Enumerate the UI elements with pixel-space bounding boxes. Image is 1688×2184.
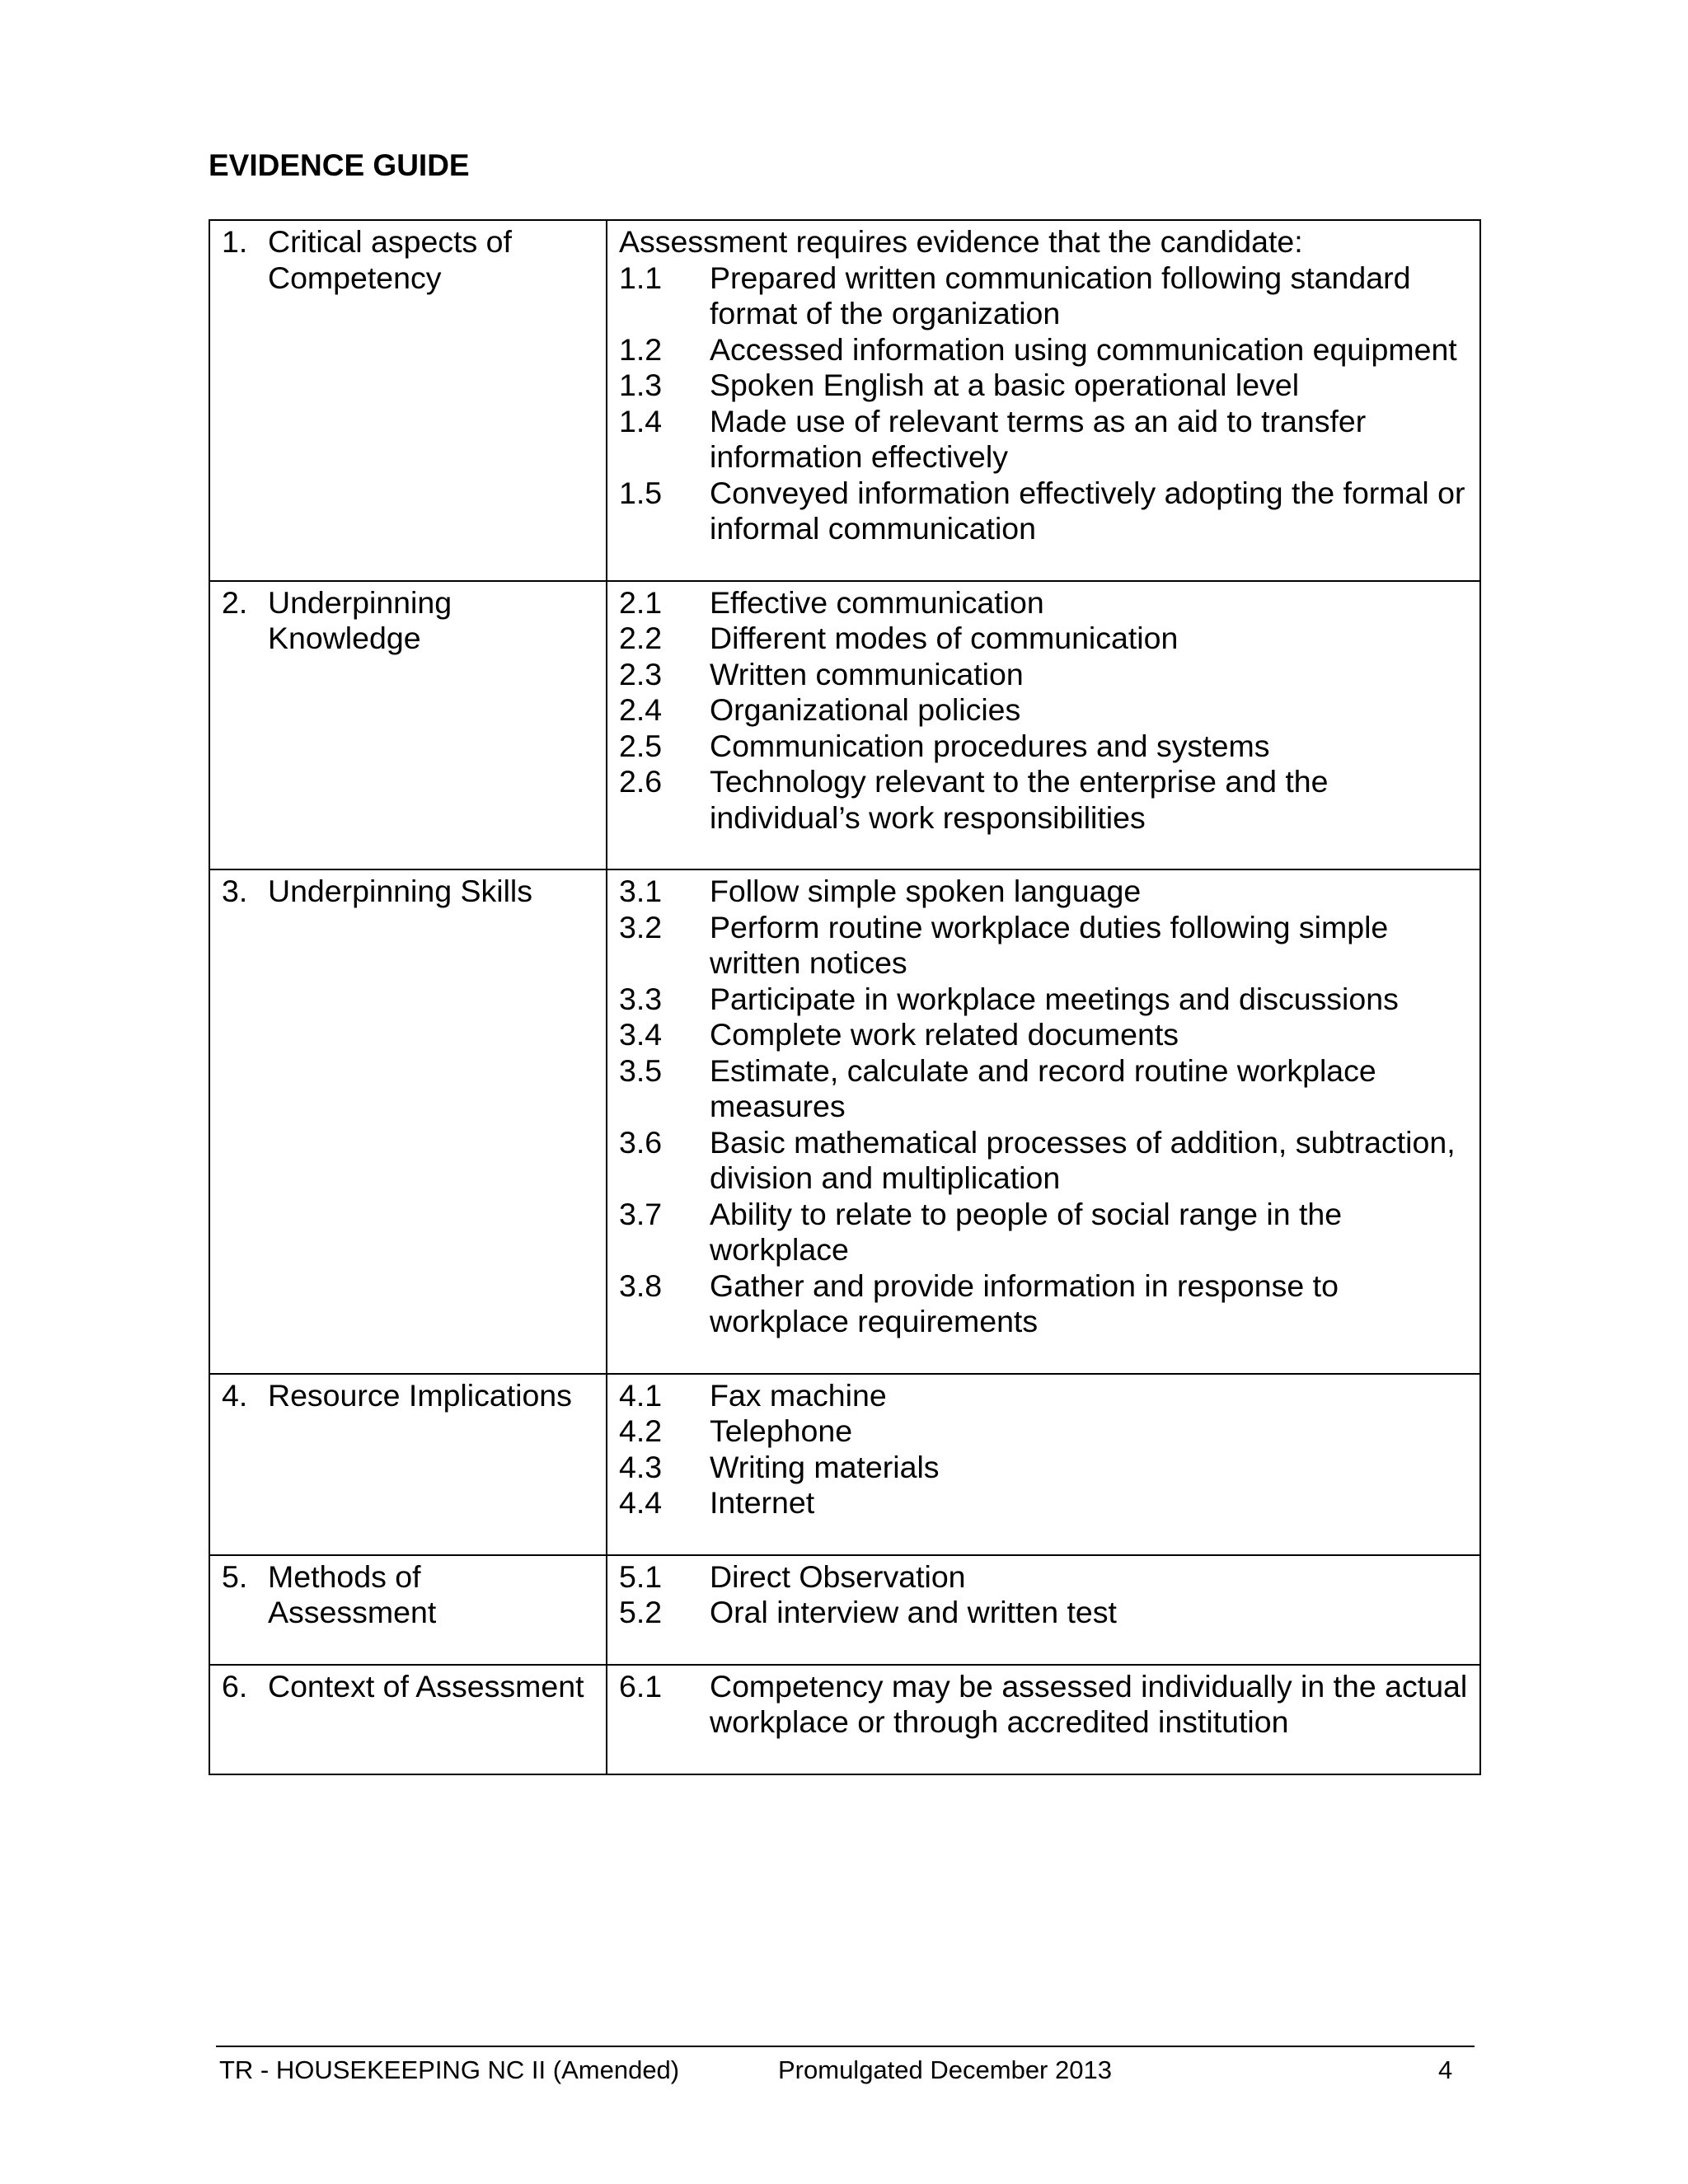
evidence-row — [209, 220, 1480, 581]
item-text: Direct Observation — [710, 1558, 966, 1594]
item-text: Accessed information using communication equipment — [710, 331, 1457, 367]
item-text: Conveyed information effectively adopting the formal or informal communication — [710, 475, 1465, 546]
evidence-row — [209, 581, 1480, 870]
item-code: 1.3 — [619, 368, 663, 402]
list-item — [619, 764, 1468, 836]
item-text: Made use of relevant terms as an aid to transfer information effectively — [710, 403, 1367, 474]
criteria-content-cell — [607, 220, 1480, 581]
list-item — [619, 1559, 1468, 1596]
item-text: Estimate, calculate and record routine workplace measures — [710, 1052, 1376, 1123]
item-text: Gather and provide information in response to workplace requirements — [710, 1268, 1339, 1338]
list-item — [619, 368, 1468, 404]
item-code: 4.4 — [619, 1485, 663, 1520]
evidence-guide-table — [209, 219, 1481, 1775]
item-text: Telephone — [710, 1413, 853, 1448]
item-text: Organizational policies — [710, 692, 1021, 727]
list-item — [619, 1017, 1468, 1053]
list-item — [619, 1669, 1468, 1741]
footer-promulgated-date: Promulgated December 2013 — [778, 2055, 1112, 2084]
item-text: Communication procedures and systems — [710, 728, 1270, 763]
item-text: Fax machine — [710, 1377, 887, 1413]
list-item — [619, 621, 1468, 657]
item-code: 1.2 — [619, 331, 663, 367]
list-item — [619, 874, 1468, 910]
list-item — [619, 1450, 1468, 1486]
item-code: 4.3 — [619, 1449, 663, 1484]
item-code: 5.1 — [619, 1558, 663, 1594]
list-item — [619, 1268, 1468, 1340]
item-text: Competency may be assessed individually in the actual workplace or through accredited institution — [710, 1668, 1468, 1739]
item-text: Spoken English at a basic operational level — [710, 368, 1300, 402]
criteria-number: 1. — [222, 224, 248, 259]
item-code: 1.1 — [619, 260, 663, 295]
criteria-label-text: Underpinning Knowledge — [268, 584, 452, 655]
criteria-label — [222, 1378, 594, 1414]
item-text: Technology relevant to the enterprise and the individual’s work responsibilities — [710, 764, 1329, 835]
criteria-content-cell — [607, 869, 1480, 1374]
item-text: Written communication — [710, 656, 1024, 691]
list-item — [619, 1378, 1468, 1414]
item-code: 3.8 — [619, 1268, 663, 1303]
evidence-row — [209, 1665, 1480, 1774]
item-code: 2.3 — [619, 656, 663, 691]
list-item — [619, 1197, 1468, 1268]
criteria-label-text: Resource Implications — [268, 1377, 572, 1413]
list-item — [619, 692, 1468, 729]
item-text: Prepared written communication following standard format of the organization — [710, 260, 1411, 330]
page-title: EVIDENCE GUIDE — [209, 148, 470, 182]
list-item — [619, 1125, 1468, 1197]
footer-page-number: 4 — [1438, 2055, 1453, 2084]
criteria-number: 5. — [222, 1558, 248, 1594]
assessment-intro: Assessment requires evidence that the candidate: — [619, 224, 1303, 259]
criteria-label — [222, 874, 594, 910]
evidence-row — [209, 1374, 1480, 1555]
item-text: Complete work related documents — [710, 1017, 1179, 1052]
criteria-label — [222, 224, 594, 296]
evidence-row — [209, 869, 1480, 1374]
list-item — [619, 585, 1468, 621]
criteria-number: 4. — [222, 1377, 248, 1413]
footer-divider — [216, 2046, 1475, 2047]
list-item — [619, 910, 1468, 982]
criteria-label-text: Underpinning Skills — [268, 874, 533, 908]
item-code: 3.5 — [619, 1052, 663, 1088]
list-item — [619, 1595, 1468, 1631]
list-item — [619, 1485, 1468, 1521]
item-text: Follow simple spoken language — [710, 874, 1142, 908]
list-item — [619, 260, 1468, 332]
criteria-number: 6. — [222, 1668, 248, 1704]
criteria-content-cell — [607, 581, 1480, 870]
item-text: Ability to relate to people of social range in the workplace — [710, 1196, 1343, 1267]
item-code: 2.4 — [619, 692, 663, 727]
list-item — [619, 657, 1468, 693]
criteria-label-cell — [209, 220, 607, 581]
item-text: Internet — [710, 1485, 815, 1520]
criteria-number: 3. — [222, 874, 248, 908]
item-text: Different modes of communication — [710, 621, 1179, 655]
item-text: Effective communication — [710, 584, 1044, 620]
item-code: 4.2 — [619, 1413, 663, 1448]
criteria-label-cell — [209, 1665, 607, 1774]
list-item — [619, 1053, 1468, 1125]
item-code: 1.4 — [619, 403, 663, 438]
list-item — [619, 332, 1468, 368]
criteria-content-cell — [607, 1374, 1480, 1555]
criteria-label-cell — [209, 1374, 607, 1555]
item-code: 2.2 — [619, 621, 663, 655]
item-code: 3.3 — [619, 981, 663, 1016]
item-code: 1.5 — [619, 475, 663, 510]
item-code: 2.1 — [619, 584, 663, 620]
list-item — [619, 982, 1468, 1018]
criteria-label — [222, 585, 594, 657]
criteria-label-cell — [209, 581, 607, 870]
item-code: 3.7 — [619, 1196, 663, 1231]
evidence-row — [209, 1555, 1480, 1665]
list-item — [619, 404, 1468, 476]
item-text: Oral interview and written test — [710, 1595, 1117, 1629]
criteria-label-text: Critical aspects of Competency — [268, 224, 512, 295]
item-code: 4.1 — [619, 1377, 663, 1413]
list-item — [619, 729, 1468, 765]
item-text: Participate in workplace meetings and discussions — [710, 981, 1399, 1016]
list-item — [619, 476, 1468, 547]
item-code: 3.1 — [619, 874, 663, 908]
item-code: 3.4 — [619, 1017, 663, 1052]
criteria-label — [222, 1669, 594, 1705]
criteria-label — [222, 1559, 594, 1631]
evidence-guide-body — [209, 220, 1480, 1774]
item-text: Writing materials — [710, 1449, 940, 1484]
item-code: 2.6 — [619, 764, 663, 799]
criteria-content-cell — [607, 1665, 1480, 1774]
item-code: 3.2 — [619, 909, 663, 944]
criteria-label-text: Context of Assessment — [268, 1668, 584, 1704]
item-code: 3.6 — [619, 1124, 663, 1160]
criteria-content-cell — [607, 1555, 1480, 1665]
item-text: Basic mathematical processes of addition, subtraction, division and multiplication — [710, 1124, 1456, 1195]
criteria-label-text: Methods of Assessment — [268, 1558, 437, 1629]
criteria-label-cell — [209, 869, 607, 1374]
list-item — [619, 1413, 1468, 1450]
criteria-label-cell — [209, 1555, 607, 1665]
item-code: 5.2 — [619, 1595, 663, 1629]
item-code: 2.5 — [619, 728, 663, 763]
item-code: 6.1 — [619, 1668, 663, 1704]
item-text: Perform routine workplace duties following simple written notices — [710, 909, 1389, 980]
criteria-number: 2. — [222, 584, 248, 620]
footer-document-title: TR - HOUSEKEEPING NC II (Amended) — [219, 2055, 680, 2084]
